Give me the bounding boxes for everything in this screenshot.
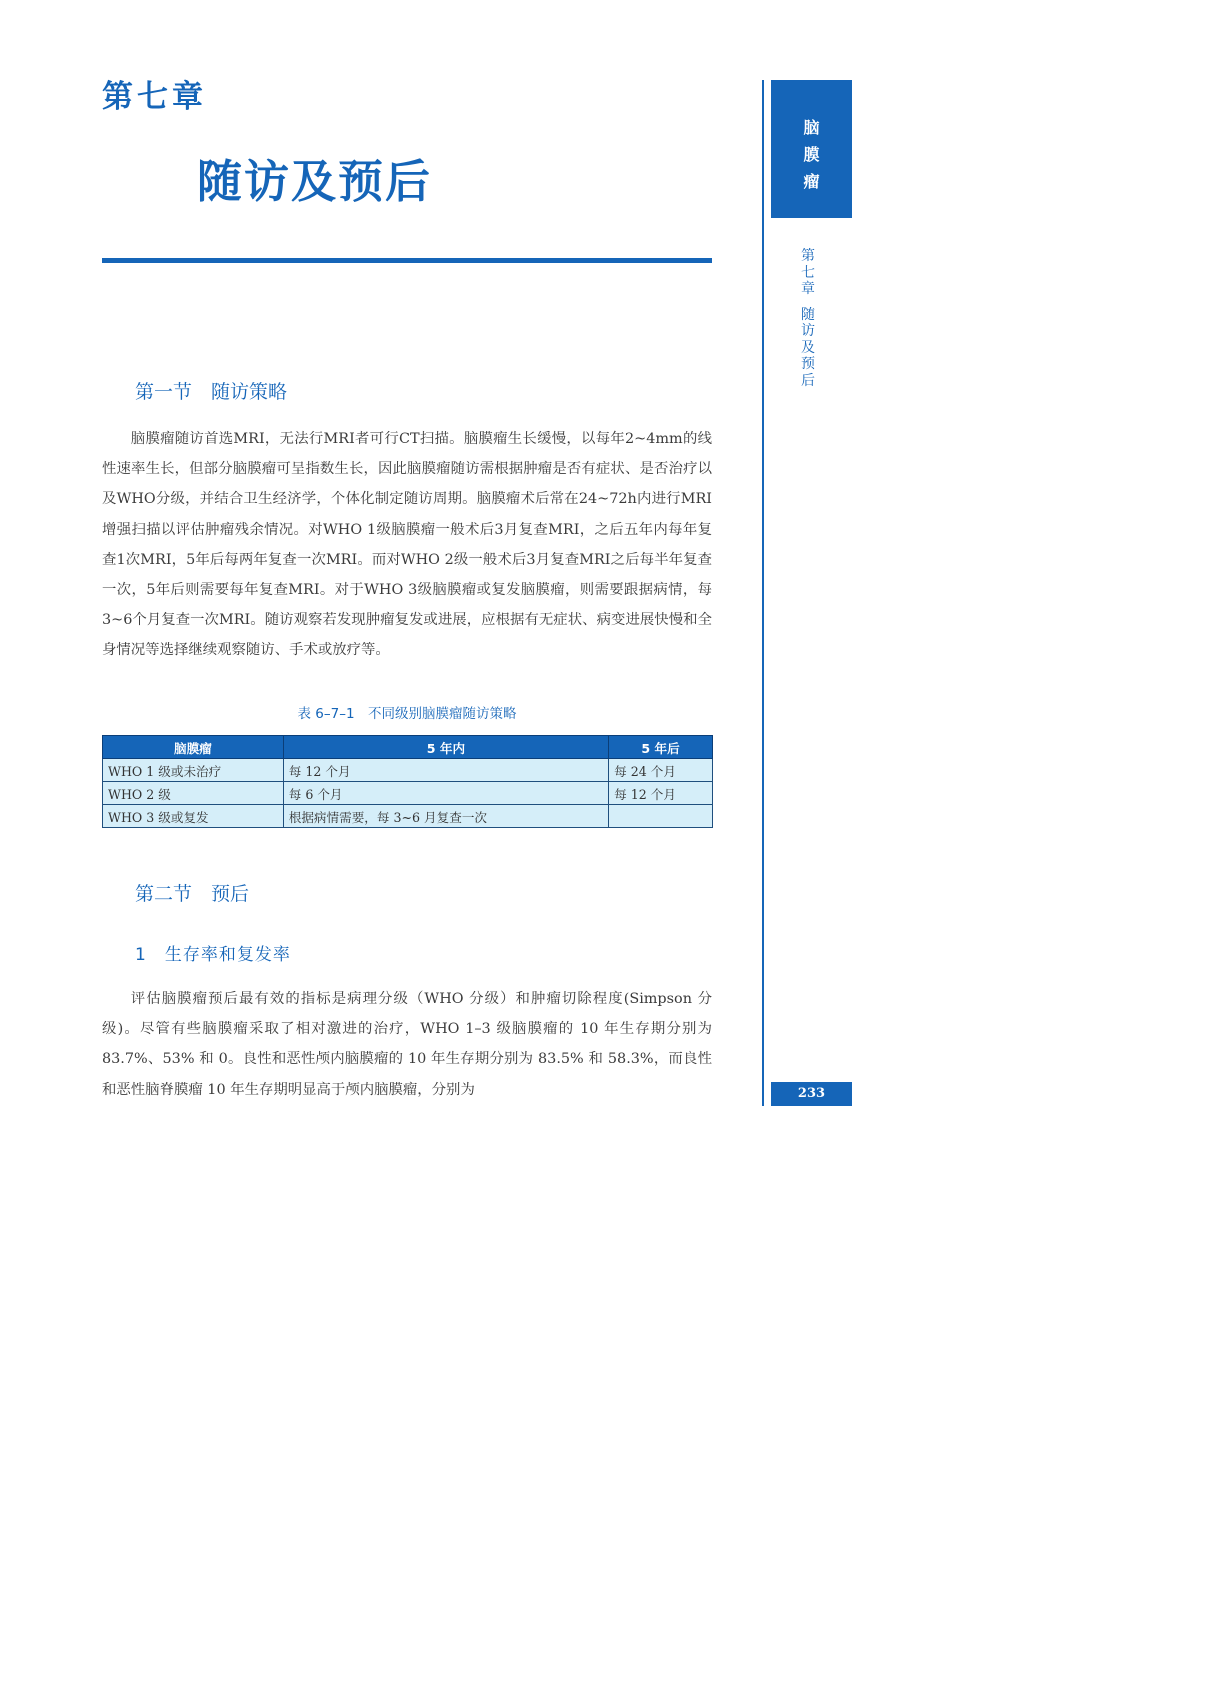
table-header-row	[103, 736, 713, 759]
table-row	[103, 805, 713, 828]
vertical-char: 后	[801, 372, 815, 389]
table-header-cell: 5 年后	[609, 736, 713, 759]
section-heading-prognosis: 第二节 预后	[135, 883, 250, 905]
table-cell: 每 12 个月	[283, 759, 608, 782]
chapter-title: 随访及预后	[197, 155, 433, 208]
side-tab	[771, 80, 852, 218]
side-tab-char: 膜	[803, 145, 820, 164]
vertical-char: 随	[801, 306, 815, 323]
table-cell: WHO 1 级或未治疗	[103, 759, 284, 782]
subheading-survival: 1 生存率和复发率	[135, 945, 291, 965]
table-header-cell: 脑膜瘤	[103, 736, 284, 759]
side-tab-char: 瘤	[803, 172, 820, 191]
prognosis-paragraph	[102, 984, 712, 1105]
page-number: 233	[771, 1082, 852, 1106]
vertical-gap	[795, 298, 821, 307]
table-row	[103, 782, 713, 805]
side-running-title	[795, 248, 821, 389]
vertical-char: 预	[801, 356, 815, 372]
sidebar-divider	[762, 80, 764, 1106]
table-header-cell: 5 年内	[283, 736, 608, 759]
side-tab-label	[771, 80, 852, 195]
section-heading-follow-up: 第一节 随访策略	[135, 381, 288, 403]
vertical-char: 及	[801, 339, 815, 356]
follow-up-paragraph	[102, 424, 712, 666]
table-cell: 每 6 个月	[283, 782, 608, 805]
follow-up-table	[102, 735, 713, 828]
vertical-char: 章	[801, 281, 815, 297]
table-cell: 每 24 个月	[609, 759, 713, 782]
title-divider	[102, 258, 712, 263]
vertical-char: 第	[801, 248, 815, 264]
table-cell: 每 12 个月	[609, 782, 713, 805]
prognosis-text: 评估脑膜瘤预后最有效的指标是病理分级（WHO 分级）和肿瘤切除程度(Simpson 分级)。尽管有些脑膜瘤采取了相对激进的治疗，WHO 1–3 级脑膜瘤的 10 年生存期分别为 83.7%、53% 和 0。良性和恶性颅内脑膜瘤的 10 年生存期分别为 83.5% 和 58.3%，而良性和恶性脑脊膜瘤 10 年生存期明显高于颅内脑膜瘤，分别为	[102, 991, 712, 1098]
chapter-label: 第七章	[102, 79, 207, 115]
vertical-char: 访	[801, 323, 815, 339]
table-cell: WHO 2 级	[103, 782, 284, 805]
side-tab-char: 脑	[803, 118, 820, 137]
table-cell: 根据病情需要，每 3~6 月复查一次	[283, 805, 608, 828]
table-cell: WHO 3 级或复发	[103, 805, 284, 828]
table-caption: 表 6–7–1 不同级别脑膜瘤随访策略	[297, 706, 517, 722]
vertical-char: 七	[801, 264, 815, 281]
table-row	[103, 759, 713, 782]
table-cell	[609, 805, 713, 828]
follow-up-text: 脑膜瘤随访首选MRI，无法行MRI者可行CT扫描。脑膜瘤生长缓慢，以每年2~4mm的线性速率生长，但部分脑膜瘤可呈指数生长，因此脑膜瘤随访需根据肿瘤是否有症状、是否治疗以及WHO分级，并结合卫生经济学，个体化制定随访周期。脑膜瘤术后常在24~72h内进行MRI增强扫描以评估肿瘤残余情况。对WHO 1级脑膜瘤一般术后3月复查MRI，之后五年内每年复查1次MRI，5年后每两年复查一次MRI。而对WHO 2级一般术后3月复查MRI之后每半年复查一次，5年后则需要每年复查MRI。对于WHO 3级脑膜瘤或复发脑膜瘤，则需要跟据病情，每3~6个月复查一次MRI。随访观察若发现肿瘤复发或进展，应根据有无症状、病变进展快慢和全身情况等选择继续观察随访、手术或放疗等。	[102, 431, 712, 659]
